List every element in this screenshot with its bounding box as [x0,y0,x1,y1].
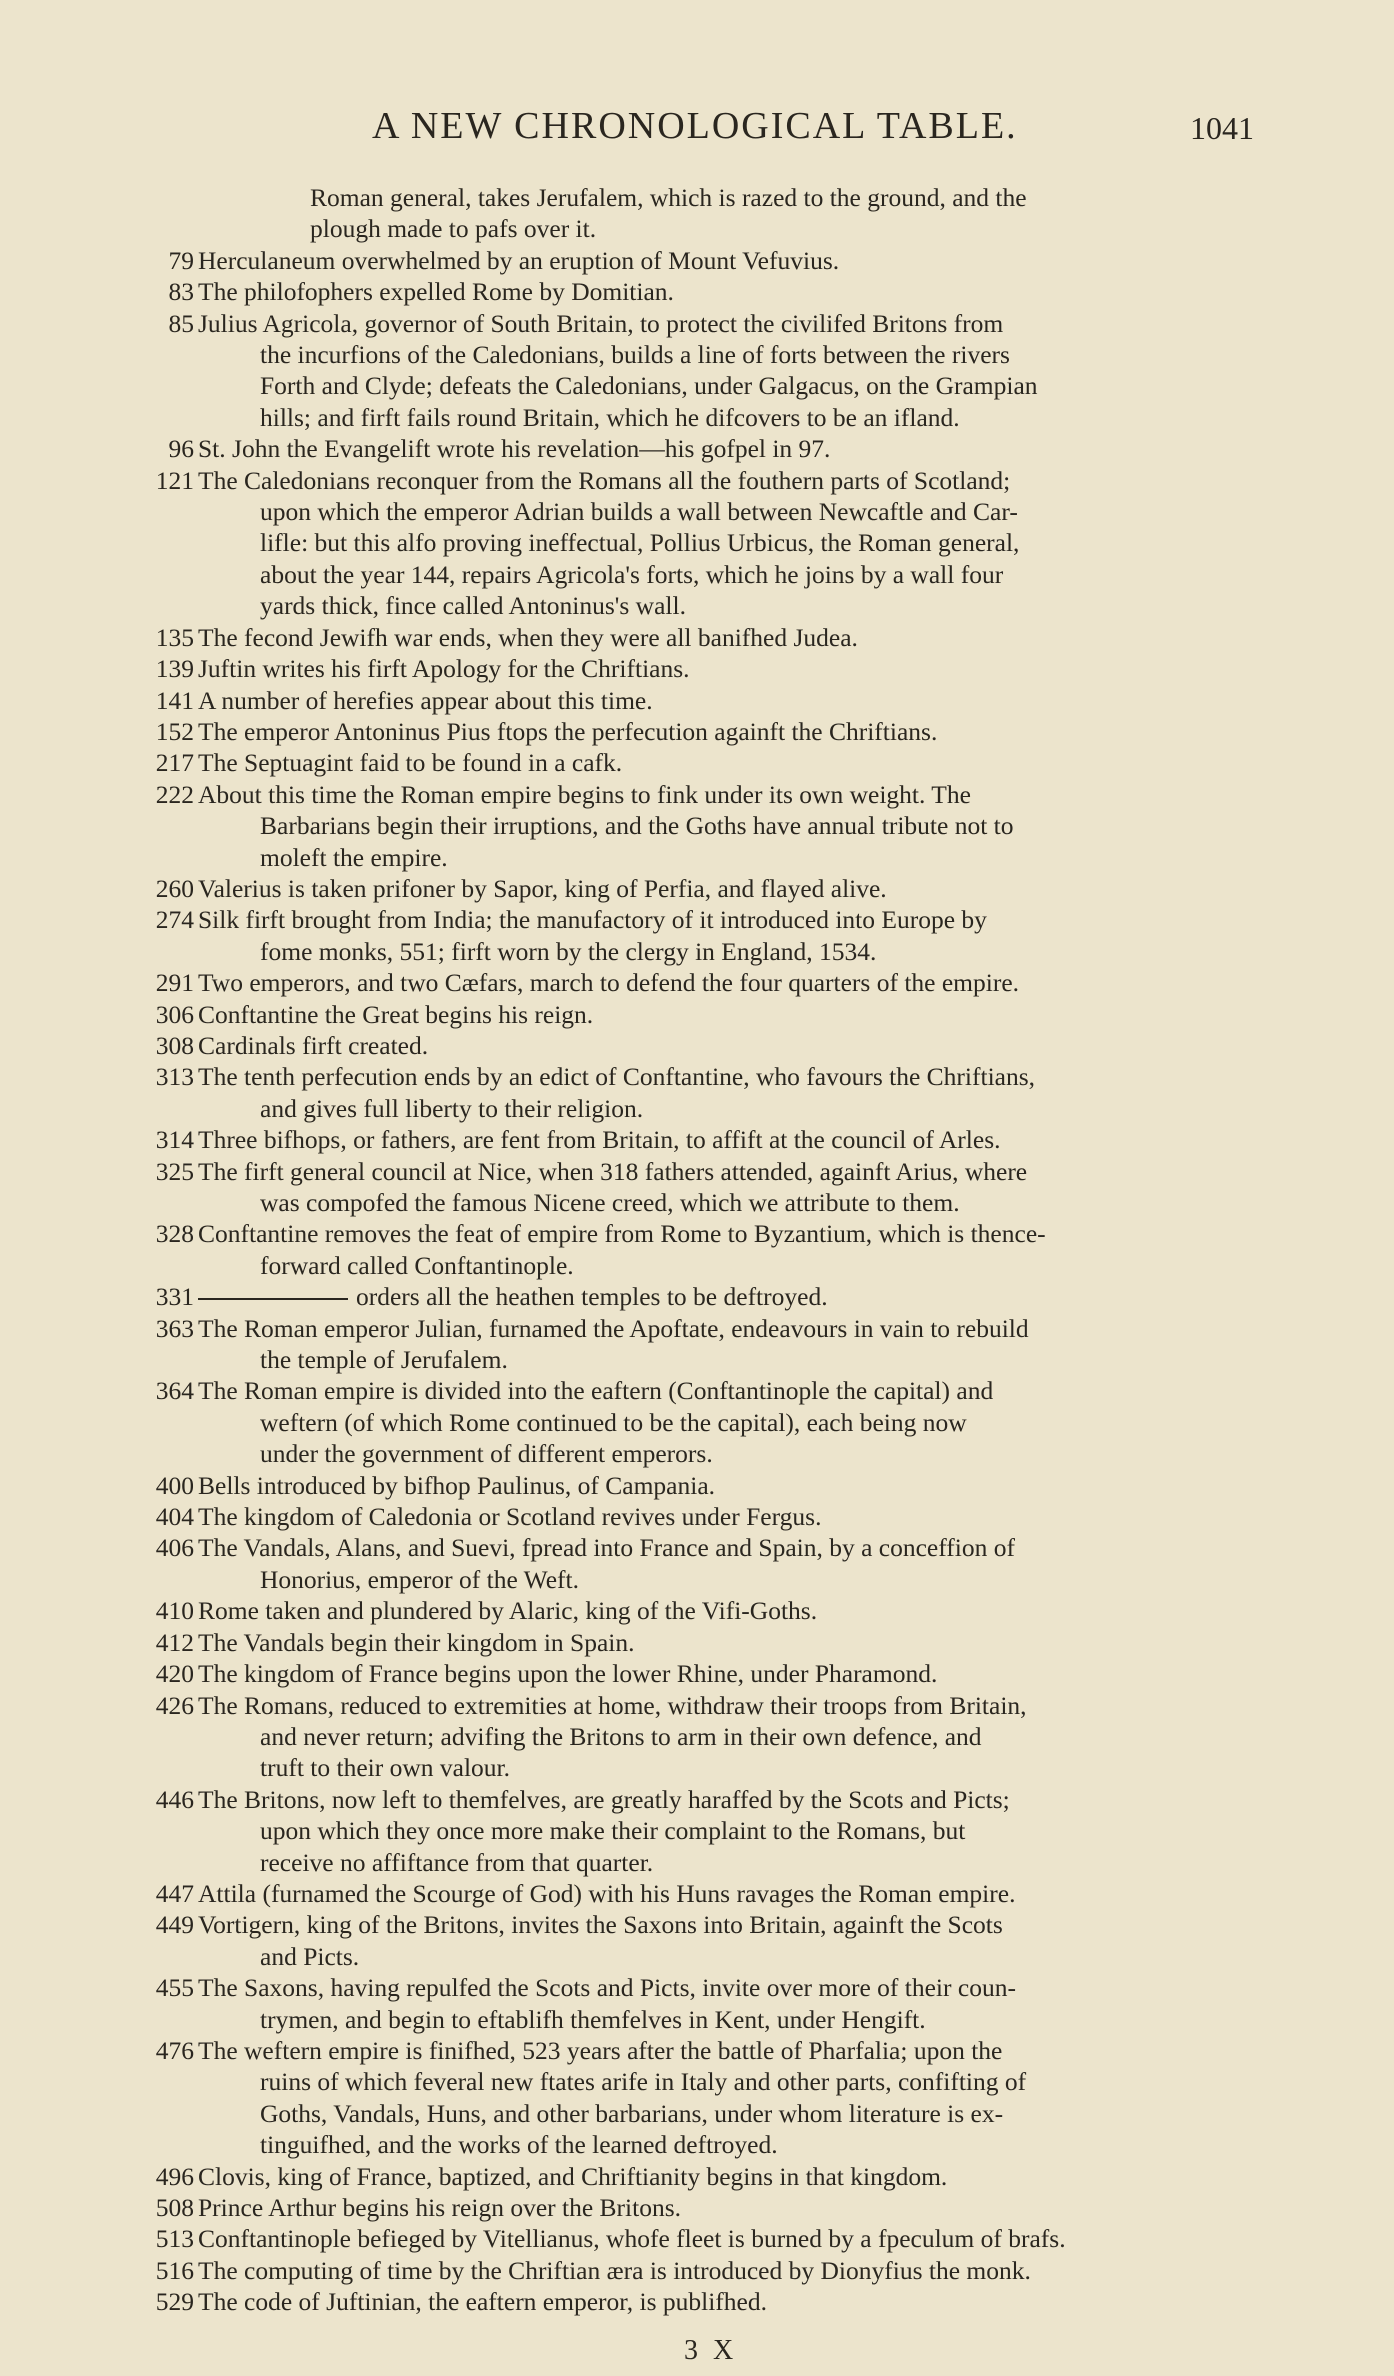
chronology-entry [148,747,1278,778]
entry-line: A number of herefies appear about this time. [198,685,653,715]
entry-line: fome monks, 551; firft worn by the clergy in England, 1534. [260,936,877,966]
entry-year: 260 [155,873,194,903]
entry-line: Juftin writes his firft Apology for the Chriftians. [198,654,690,684]
entry-text [198,1061,1278,1124]
entry-line: The emperor Antoninus Pius ftops the perfecution againft the Chriftians. [198,716,938,746]
signature-mark: 3 X [684,2335,738,2366]
entry-year: 139 [155,654,194,684]
chronology-entry [148,2035,1278,2161]
entry-year: 217 [155,748,194,778]
entry-line: Herculaneum overwhelmed by an eruption of Mount Vefuvius. [198,245,840,275]
entry-text [198,308,1278,434]
entry-line: The Roman emperor Julian, furnamed the Apoftate, endeavours in vain to rebuild [198,1313,1029,1343]
entry-line: St. John the Evangelift wrote his revelation—his gofpel in 97. [198,434,831,464]
chronology-entry [148,2255,1278,2286]
entry-line: receive no affiftance from that quarter. [260,1847,654,1877]
entry-line: Honorius, emperor of the Weft. [260,1564,579,1594]
entry-line: the temple of Jerufalem. [260,1345,508,1375]
entry-text [198,182,1278,245]
entry-year: 449 [155,1910,194,1940]
entry-year: 476 [155,2035,194,2065]
entry-text [198,1124,1278,1155]
entry-text [198,1627,1278,1658]
entry-line: tinguifhed, and the works of the learned deftroyed. [260,2130,778,2160]
entry-text [198,2161,1278,2192]
entry-text [198,747,1278,778]
entry-line: The philofophers expelled Rome by Domitian. [198,277,674,307]
chronology-entry [148,1375,1278,1469]
entry-line: ruins of which feveral new ftates arife in Italy and other parts, confifting of [260,2067,1027,2097]
entry-year: 79 [168,245,194,275]
entry-year: 274 [155,905,194,935]
entry-line: Two emperors, and two Cæfars, march to defend the four quarters of the empire. [198,968,1020,998]
entry-year: 420 [155,1659,194,1689]
entry-year: 325 [155,1156,194,1186]
entry-line: forward called Conftantinople. [260,1250,574,1280]
entry-line: The kingdom of Caledonia or Scotland revives under Fergus. [198,1502,822,1532]
entry-line: Attila (furnamed the Scourge of God) with his Huns ravages the Roman empire. [198,1878,1016,1908]
entry-line: weftern (of which Rome continued to be the capital), each being now [260,1407,967,1437]
entry-text [198,653,1278,684]
chronology-entry [148,1909,1278,1972]
chronology-entry [148,1501,1278,1532]
chronology-entry [148,1281,1278,1312]
entry-line: hills; and firft fails round Britain, which he difcovers to be an ifland. [260,402,960,432]
entry-text [198,873,1278,904]
entry-text [198,716,1278,747]
entry-year: 364 [155,1376,194,1406]
entry-year: 406 [155,1533,194,1563]
entry-line: The Saxons, having repulfed the Scots and Picts, invite over more of their coun- [198,1973,1016,2003]
entry-text [198,999,1278,1030]
entry-line: The Vandals, Alans, and Suevi, fpread into France and Spain, by a conceffion of [198,1533,1015,1563]
entry-line: The code of Juftinian, the eaftern emperor, is publifhed. [198,2287,767,2317]
entry-year: 83 [168,277,194,307]
entry-text [198,1501,1278,1532]
entry-line: Roman general, takes Jerufalem, which is razed to the ground, and the [310,183,1027,212]
chronology-entry [148,622,1278,653]
entry-year: 529 [155,2287,194,2317]
entry-text [198,1972,1278,2035]
entry-text [198,245,1278,276]
page-number: 1041 [1190,110,1254,146]
entry-year: 410 [155,1596,194,1626]
entry-line-text: orders all the heathen temples to be deftroyed. [356,1282,828,1312]
chronology-entry [148,2286,1278,2317]
entry-year: 306 [155,999,194,1029]
chronology-entry [148,465,1278,622]
chronology-entry [148,653,1278,684]
entry-text [198,2223,1278,2254]
chronology-entry [148,1690,1278,1784]
entry-line: The tenth perfecution ends by an edict of Conftantine, who favours the Chriftians, [198,1062,1036,1092]
entry-line: trymen, and begin to eftablifh themfelves in Kent, under Hengift. [260,2004,926,2034]
entry-year: 313 [155,1062,194,1092]
entry-line: Bells introduced by bifhop Paulinus, of Campania. [198,1470,716,1500]
entry-year: 404 [155,1502,194,1532]
entry-text [198,1595,1278,1626]
entry-line: The Vandals begin their kingdom in Spain. [198,1627,635,1657]
entry-line: the incurfions of the Caledonians, builds a line of forts between the rivers [260,340,1010,370]
entry-year: 447 [155,1878,194,1908]
entry-text [198,2035,1278,2161]
chronology-entry [148,1972,1278,2035]
chronology-entry [148,1532,1278,1595]
entry-text [198,2286,1278,2317]
chronology-entry [148,1061,1278,1124]
entry-year: 508 [155,2193,194,2222]
entry-year: 455 [155,1973,194,2003]
entry-line: The firft general council at Nice, when 318 fathers attended, againft Arius, where [198,1156,1028,1186]
chronology-entry [148,1030,1278,1061]
chronology-entry [148,1470,1278,1501]
entry-text [198,1218,1278,1281]
entry-year: 426 [155,1690,194,1720]
chronology-entry [148,1313,1278,1376]
chronology-entry [148,999,1278,1030]
entry-text [198,1375,1278,1469]
entry-year: 308 [155,1030,194,1060]
entry-line: Barbarians begin their irruptions, and the Goths have annual tribute not to [260,811,1014,841]
entry-line: The computing of time by the Chriftian æra is introduced by Dionyfius the monk. [198,2255,1031,2285]
chronology-entry [148,2192,1278,2223]
entry-text [198,622,1278,653]
chronology-entry [148,1784,1278,1878]
entry-year: 85 [168,308,194,338]
chronology-entry [148,779,1278,873]
entry-line: and never return; advifing the Britons to arm in their own defence, and [260,1721,982,1751]
entry-text [198,1690,1278,1784]
entry-text [198,2255,1278,2286]
chronology-entry [148,967,1278,998]
entry-line: The Roman empire is divided into the eaftern (Conftantinople the capital) and [198,1376,994,1406]
entry-year: 331 [155,1282,194,1312]
entry-line: The kingdom of France begins upon the lower Rhine, under Pharamond. [198,1659,938,1689]
chronology-entry [148,182,1278,245]
entry-line: Conftantinople befieged by Vitellianus, whofe fleet is burned by a fpeculum of brafs. [198,2224,1066,2254]
entry-text [198,1878,1278,1909]
entry-text [198,1313,1278,1376]
entry-text [198,1658,1278,1689]
entry-text [198,1909,1278,1972]
entry-line: Rome taken and plundered by Alaric, king of the Vifi-Goths. [198,1596,818,1626]
entry-year: 412 [155,1627,194,1657]
entry-line: Three bifhops, or fathers, are fent from Britain, to affift at the council of Arles. [198,1125,1001,1155]
chronology-entry [148,1156,1278,1219]
chronology-entry [148,1218,1278,1281]
entry-text [198,1470,1278,1501]
entry-year: 516 [155,2255,194,2285]
entry-year: 291 [155,968,194,998]
entry-text [198,779,1278,873]
entry-line: upon which they once more make their complaint to the Romans, but [260,1816,966,1846]
chronology-entry [148,276,1278,307]
entry-line: upon which the emperor Adrian builds a wall between Newcaftle and Car- [260,497,1018,527]
entry-line: and Picts. [260,1941,360,1971]
entry-line: lifle: but this alfo proving ineffectual, Pollius Urbicus, the Roman general, [260,528,1020,558]
chronology-entry [148,2161,1278,2192]
entry-line: Silk firft brought from India; the manufactory of it introduced into Europe by [198,905,987,935]
entry-line: Clovis, king of France, baptized, and Chriftianity begins in that kingdom. [198,2161,948,2191]
chronology-entry [148,1124,1278,1155]
entry-line: The Romans, reduced to extremities at home, withdraw their troops from Britain, [198,1690,1027,1720]
entry-year: 152 [155,716,194,746]
chronology-entry [148,433,1278,464]
entry-line [198,1281,1278,1312]
entry-line: about the year 144, repairs Agricola's forts, which he joins by a wall four [260,559,1004,589]
entry-line: and gives full liberty to their religion. [260,1093,644,1123]
chronology-entry [148,1878,1278,1909]
entry-line: Forth and Clyde; defeats the Caledonians, under Galgacus, on the Grampian [260,371,1038,401]
chronology-entry [148,245,1278,276]
entry-year: 121 [155,465,194,495]
entry-line: moleft the empire. [260,842,448,872]
entry-line: The weftern empire is finifhed, 523 years after the battle of Pharfalia; upon the [198,2035,1003,2065]
chronology-entry [148,685,1278,716]
entry-line: The fecond Jewifh war ends, when they were all banifhed Judea. [198,622,858,652]
entry-year: 446 [155,1784,194,1814]
entry-text [198,276,1278,307]
entry-line: Julius Agricola, governor of South Britain, to protect the civilifed Britons from [198,308,1004,338]
entry-line: Conftantine the Great begins his reign. [198,999,594,1029]
chronology-entry [148,1658,1278,1689]
entry-line: The Septuagint faid to be found in a cafk. [198,748,623,778]
entry-year: 363 [155,1313,194,1343]
ditto-dash [198,1298,348,1300]
entry-text [198,967,1278,998]
page-header [0,104,1394,154]
entry-year: 141 [155,685,194,715]
entry-year: 513 [155,2224,194,2254]
entry-text [198,1156,1278,1219]
entry-line: Cardinals firft created. [198,1030,429,1060]
entry-text [198,1784,1278,1878]
entry-line: yards thick, fince called Antoninus's wall. [260,591,686,621]
chronology-entry [148,2223,1278,2254]
entry-line: Prince Arthur begins his reign over the Britons. [198,2193,682,2222]
entry-line: Valerius is taken prifoner by Sapor, king of Perfia, and flayed alive. [198,873,887,903]
entry-year: 96 [168,434,194,464]
entry-line: Goths, Vandals, Huns, and other barbarians, under whom literature is ex- [260,2098,1004,2128]
chronology-entry [148,904,1278,967]
chronology-entry [148,873,1278,904]
entry-line: About this time the Roman empire begins to fink under its own weight. The [198,779,971,809]
entry-text [198,465,1278,622]
entry-text [198,685,1278,716]
entry-year: 222 [155,779,194,809]
entry-line: The Britons, now left to themfelves, are greatly haraffed by the Scots and Picts; [198,1784,1010,1814]
entry-line: truft to their own valour. [260,1753,510,1783]
chronology-entry [148,1595,1278,1626]
entry-line: Vortigern, king of the Britons, invites the Saxons into Britain, againft the Scots [198,1910,1003,1940]
entry-text [198,1030,1278,1061]
entry-line: was compofed the famous Nicene creed, which we attribute to them. [260,1188,960,1217]
entry-line: plough made to pafs over it. [310,214,597,244]
chronology-entry [148,308,1278,434]
entry-year: 496 [155,2161,194,2191]
entry-text [198,1281,1278,1312]
entry-text [198,2192,1278,2223]
chronology-entry [148,716,1278,747]
running-title: A NEW CHRONOLOGICAL TABLE. [372,105,1018,147]
entry-text [198,433,1278,464]
entry-year: 314 [155,1125,194,1155]
entry-line: The Caledonians reconquer from the Romans all the fouthern parts of Scotland; [198,465,1011,495]
entry-line: under the government of different emperors. [260,1439,713,1469]
chronology-entries [148,182,1278,2318]
entry-line: Conftantine removes the feat of empire from Rome to Byzantium, which is thence- [198,1219,1046,1249]
entry-text [198,904,1278,967]
entry-year: 328 [155,1219,194,1249]
entry-year: 135 [155,622,194,652]
entry-year: 400 [155,1470,194,1500]
entry-text [198,1532,1278,1595]
chronology-entry [148,1627,1278,1658]
